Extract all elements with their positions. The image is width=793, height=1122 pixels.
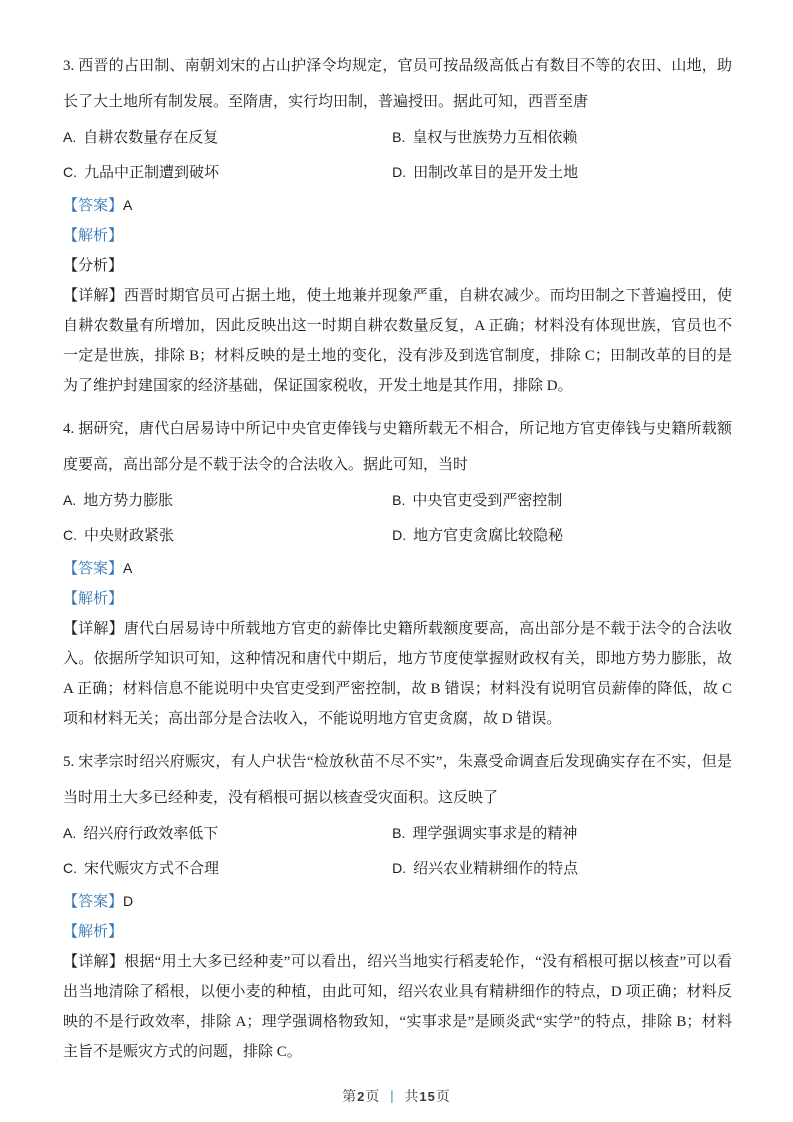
detail-paragraph (63, 281, 732, 401)
option-d (392, 851, 732, 886)
option-label: A. (63, 825, 77, 841)
question-4-block (63, 411, 732, 734)
detail-paragraph (63, 614, 732, 734)
option-label: D. (392, 860, 407, 876)
answer-line (63, 886, 732, 917)
option-c (63, 518, 392, 553)
question-5-stem: 5. 宋孝宗时绍兴府赈灾，有人户状告“检放秋苗不尽不实”，朱熹受命调查后发现确实存在不实，但是当时用土大多已经种麦，没有稻根可据以核查受灾面积。这反映了 (63, 754, 732, 806)
question-5-block (63, 744, 732, 1067)
option-label: B. (392, 129, 406, 145)
option-b (392, 120, 732, 155)
current-page-number: 2 (357, 1089, 366, 1104)
option-text: 自耕农数量存在反复 (83, 130, 219, 146)
option-b (392, 483, 732, 518)
option-d (392, 518, 732, 553)
page-footer (0, 1086, 793, 1106)
answer-label: 【答案】 (63, 198, 124, 214)
answer-label: 【答案】 (63, 894, 124, 910)
analysis-line (63, 221, 732, 251)
total-pages-label: 共15页 (404, 1089, 451, 1105)
answer-value: A (123, 197, 133, 213)
answer-label: 【答案】 (63, 561, 124, 577)
option-text: 地方势力膨胀 (83, 493, 174, 509)
detail-label: 【详解】 (63, 288, 124, 304)
total-page-number: 15 (419, 1089, 436, 1104)
option-text: 绍兴府行政效率低下 (83, 826, 219, 842)
option-text: 田制改革目的是开发土地 (413, 165, 579, 181)
option-text: 中央官吏受到严密控制 (412, 493, 563, 509)
page-number-label: 第2页 (342, 1089, 381, 1105)
option-label: A. (63, 492, 77, 508)
option-b (392, 816, 732, 851)
option-d (392, 155, 732, 190)
question-3-stem: 3. 西晋的占田制、南朝刘宋的占山护泽令均规定，官员可按品级高低占有数目不等的农田、山地，助长了大土地所有制发展。至隋唐，实行均田制，普遍授田。据此可知，西晋至唐 (63, 58, 732, 110)
detail-paragraph (63, 947, 732, 1067)
option-label: B. (392, 492, 406, 508)
option-a (63, 483, 392, 518)
option-text: 理学强调实事求是的精神 (412, 826, 578, 842)
answer-line (63, 190, 732, 221)
analysis-label: 【解析】 (63, 924, 124, 940)
option-text: 地方官吏贪腐比较隐秘 (413, 528, 564, 544)
analysis-label: 【解析】 (63, 228, 124, 244)
analysis-label: 【解析】 (63, 591, 124, 607)
option-text: 皇权与世族势力互相依赖 (412, 130, 578, 146)
option-label: B. (392, 825, 406, 841)
option-label: D. (392, 164, 407, 180)
question-3-block (63, 48, 732, 401)
detail-label: 【详解】 (63, 954, 125, 970)
option-a (63, 816, 392, 851)
answer-line (63, 553, 732, 584)
fenxi-label: 【分析】 (63, 258, 124, 274)
option-label: D. (392, 527, 407, 543)
footer-separator: | (390, 1089, 395, 1104)
question-3-options (63, 120, 732, 190)
option-a (63, 120, 392, 155)
answer-value: A (123, 560, 133, 576)
detail-text: 唐代白居易诗中所载地方官吏的薪俸比史籍所载额度要高，高出部分是不载于法令的合法收入。依据所学知识可知，这种情况和唐代中期后，地方节度使掌握财政权有关，即地方势力膨胀，故 A 正确；材料信息不能说明中央官吏受到严密控制，故 B 错误；材料没有说明官员薪俸的降低，故 C 项和材料无关；高出部分是合法收入，不能说明地方官吏贪腐，故 D 错误。 (63, 621, 732, 727)
option-label: C. (63, 527, 77, 543)
option-text: 中央财政紧张 (84, 528, 175, 544)
fenxi-line (63, 251, 732, 281)
option-label: A. (63, 129, 77, 145)
page-content (63, 48, 732, 1067)
answer-value: D (123, 893, 134, 909)
option-text: 九品中正制遭到破坏 (84, 165, 220, 181)
option-text: 宋代赈灾方式不合理 (84, 861, 220, 877)
detail-label: 【详解】 (63, 621, 124, 637)
option-c (63, 851, 392, 886)
question-4-options (63, 483, 732, 553)
option-label: C. (63, 860, 77, 876)
question-4-stem: 4. 据研究，唐代白居易诗中所记中央官吏俸钱与史籍所载无不相合，所记地方官吏俸钱与史籍所载额度要高，高出部分是不载于法令的合法收入。据此可知，当时 (63, 421, 732, 473)
option-c (63, 155, 392, 190)
question-5-options (63, 816, 732, 886)
detail-text: 西晋时期官员可占据土地，使土地兼并现象严重，自耕农减少。而均田制之下普遍授田，使自耕农数量有所增加，因此反映出这一时期自耕农数量反复，A 正确；材料没有体现世族，官员也不一定是世族，排除 B；材料反映的是土地的变化，没有涉及到选官制度，排除 C；田制改革的目的是为了维护封建国家的经济基础，保证国家税收，开发土地是其作用，排除 D。 (63, 288, 732, 394)
option-label: C. (63, 164, 77, 180)
analysis-line (63, 584, 732, 614)
option-text: 绍兴农业精耕细作的特点 (413, 861, 579, 877)
detail-text: 根据“用土大多已经种麦”可以看出，绍兴当地实行稻麦轮作，“没有稻根可据以核查”可以看出当地清除了稻根，以便小麦的种植，由此可知，绍兴农业具有精耕细作的特点，D 项正确；材料反映的不是行政效率，排除 A；理学强调格物致知，“实事求是”是顾炎武“实学”的特点，排除 B；材料主旨不是赈灾方式的问题，排除 C。 (63, 954, 732, 1060)
analysis-line (63, 917, 732, 947)
